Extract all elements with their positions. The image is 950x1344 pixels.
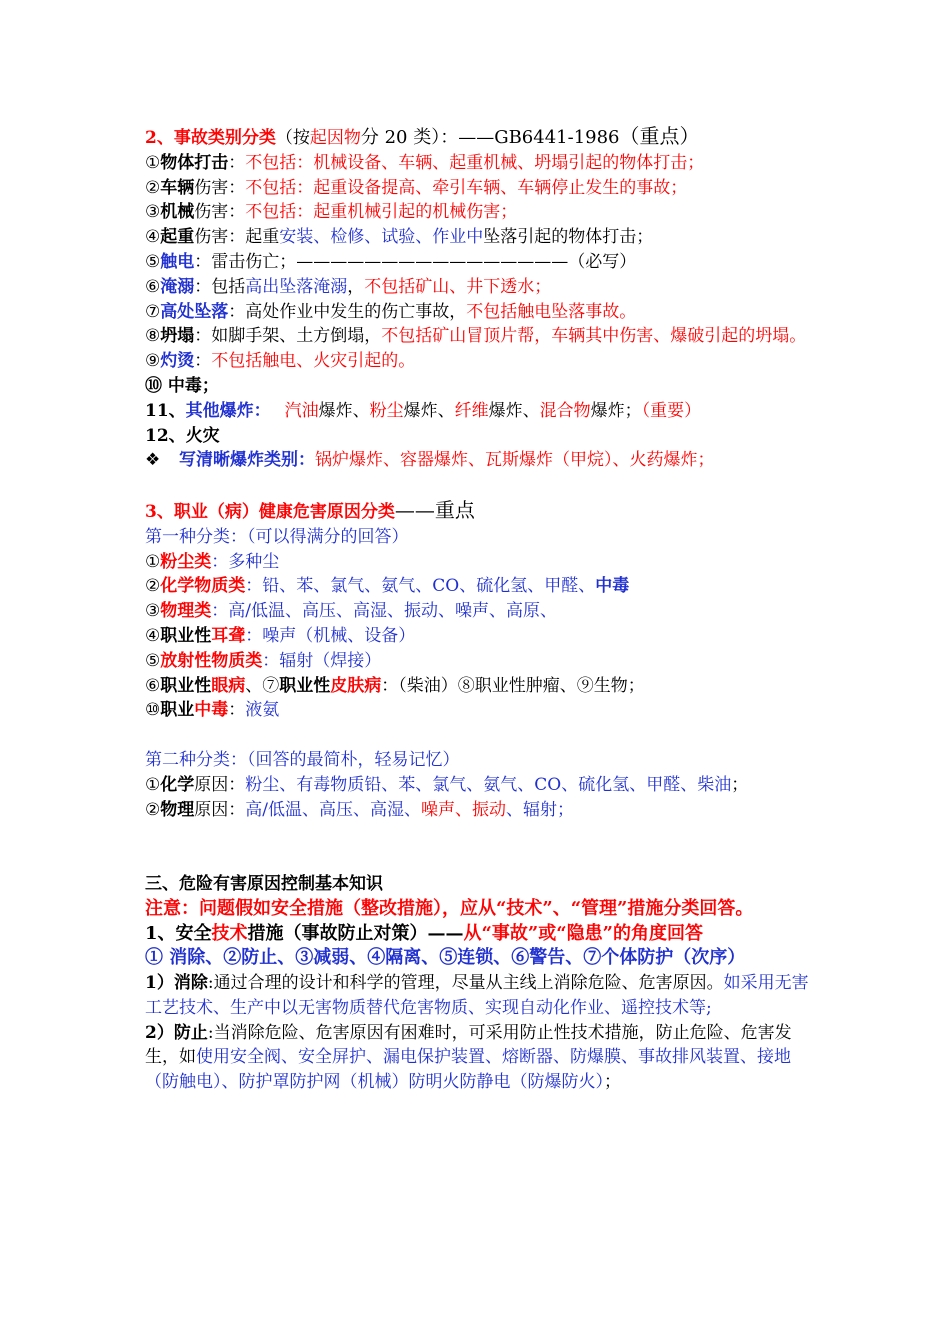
item-key: 粉尘类 bbox=[160, 551, 212, 572]
item-text: 原因： bbox=[194, 799, 246, 820]
item-number: 11、 bbox=[145, 400, 186, 421]
title-part: （按 bbox=[275, 128, 310, 148]
accident-item-1 bbox=[145, 151, 817, 176]
item-highlight-red: 噪声、振动 bbox=[420, 799, 506, 820]
item-key: 放射性物质类 bbox=[160, 650, 263, 671]
item-key: 职业性 bbox=[279, 675, 331, 696]
item-key: 化学物质类 bbox=[160, 576, 246, 597]
item-exclusion: 不包括触电、火灾引起的。 bbox=[211, 351, 416, 372]
accident-item-12: 12、火灾 bbox=[145, 425, 220, 446]
accident-item-5 bbox=[145, 250, 817, 275]
item-sep: 伤害： bbox=[194, 202, 246, 223]
item-number: ⑦ bbox=[145, 301, 161, 322]
item-text: 液氨 bbox=[245, 700, 280, 721]
notice-text: 注意：问题假如安全措施（整改措施），应从“技术”、“管理”措施分类回答。 bbox=[145, 897, 754, 919]
item-highlight: 高/低温、高压、高湿、 bbox=[245, 799, 421, 820]
tech-measures-title bbox=[145, 922, 817, 947]
note-key: 写清晰爆炸类别 bbox=[179, 450, 298, 471]
item-key: 机械 bbox=[160, 202, 195, 223]
item-key: 职业性 bbox=[160, 675, 212, 696]
item-highlight: 高出坠落淹溺 bbox=[245, 276, 348, 297]
health-item-1 bbox=[145, 550, 817, 575]
health-item-10 bbox=[145, 698, 817, 723]
item-number: 2） bbox=[145, 1022, 174, 1043]
item-key: 职业 bbox=[160, 700, 195, 721]
item-text: 爆炸、 bbox=[488, 400, 540, 421]
title-emphasis: 从“事故”或“隐患”的角度回答 bbox=[463, 922, 703, 944]
measure-prevent bbox=[145, 1021, 817, 1095]
explosion-type: 汽油 bbox=[284, 400, 319, 421]
item-text: ：高/低温、高压、高湿、振动、噪声、高原、 bbox=[211, 601, 557, 622]
item-key: 化学 bbox=[160, 774, 195, 795]
item-text: ：铅、苯、氯气、氨气、CO、硫化氢、甲醛、 bbox=[245, 576, 596, 597]
accident-item-3 bbox=[145, 200, 817, 225]
item-key: 灼烫 bbox=[160, 351, 195, 372]
item-exclusion: 不包括矿山冒顶片帮，车辆其中伤害、爆破引起的坍塌。 bbox=[381, 326, 807, 347]
title-part: 1、安全 bbox=[145, 922, 212, 944]
item-text: 伤害：起重 bbox=[194, 227, 280, 248]
item-exclusion: 不包括：起重设备提高、牵引车辆、车辆停止发生的事故； bbox=[245, 177, 688, 198]
item-sep: 伤害： bbox=[194, 177, 246, 198]
item-key-red: 中毒 bbox=[194, 700, 229, 721]
title-part: 措施（事故防止对策）—— bbox=[247, 922, 464, 944]
item-highlight: 中毒 bbox=[595, 576, 630, 597]
note-text: 锅炉爆炸、容器爆炸、瓦斯爆炸（甲烷）、火药爆炸； bbox=[315, 450, 715, 471]
accident-item-6 bbox=[145, 275, 817, 300]
item-number: ② bbox=[145, 576, 161, 597]
explosion-type: 粉尘 bbox=[369, 400, 404, 421]
item-key: 消除 bbox=[173, 973, 208, 994]
item-highlight: 、辐射； bbox=[505, 799, 574, 820]
explosion-note bbox=[145, 448, 817, 473]
item-text: ：如脚手架、土方倒塌， bbox=[194, 326, 382, 347]
section-number: 2、 bbox=[145, 128, 174, 148]
title-emphasis: 技术 bbox=[211, 922, 248, 944]
spacer bbox=[145, 473, 817, 498]
item-key: 其他爆炸 bbox=[185, 400, 254, 421]
item-key: 职业性 bbox=[160, 625, 212, 646]
item-text: 原因： bbox=[194, 774, 246, 795]
accident-item-7 bbox=[145, 300, 817, 325]
item-number: ④ bbox=[145, 227, 161, 248]
classification-first: 第一种分类：（可以得满分的回答） bbox=[145, 526, 409, 547]
accident-item-11 bbox=[145, 399, 817, 424]
title-emphasis: （重点） bbox=[619, 124, 700, 148]
item-text: ：雷击伤亡；————————————————（必写） bbox=[194, 251, 637, 272]
health-cause-2 bbox=[145, 798, 817, 823]
item-text: ：包括 bbox=[194, 276, 246, 297]
item-number: ④ bbox=[145, 625, 161, 646]
item-text: 、⑦ bbox=[245, 675, 280, 696]
item-text: :当消除危险、危害原因有困难时，可采用防止性技术措施，防止危险、危害发生，如 bbox=[145, 1022, 792, 1068]
accident-item-10: ⑩ 中毒； bbox=[145, 375, 219, 396]
section-number: 3、 bbox=[145, 501, 174, 522]
section-2-title bbox=[145, 124, 817, 151]
item-number: ① bbox=[145, 774, 161, 795]
section-control-heading: 三、危险有害原因控制基本知识 bbox=[145, 873, 383, 894]
item-number: ⑧ bbox=[145, 326, 161, 347]
item-key: 防止 bbox=[173, 1022, 208, 1043]
item-number: ⑤ bbox=[145, 650, 161, 671]
health-cause-1 bbox=[145, 773, 817, 798]
item-highlight: 粉尘、有毒物质铅、苯、氯气、氨气、CO、硫化氢、甲醛、柴油 bbox=[245, 774, 732, 795]
accident-item-4 bbox=[145, 225, 817, 250]
item-number: ③ bbox=[145, 601, 161, 622]
item-sep: ： bbox=[228, 152, 246, 173]
section-3-title bbox=[145, 498, 817, 525]
accident-item-2 bbox=[145, 176, 817, 201]
item-number: ⑥ bbox=[145, 675, 161, 696]
document-page bbox=[145, 124, 817, 1095]
item-text: ， bbox=[347, 276, 365, 297]
item-number: ⑩ bbox=[145, 700, 161, 721]
item-key: 淹溺 bbox=[160, 276, 195, 297]
item-key-red: 皮肤病 bbox=[330, 675, 382, 696]
item-example: 使用安全阀、安全屏护、漏电保护装置、熔断器、防爆膜、事故排风装置、接地（防触电）、防护罩防护网（机械）防明火防静电（防爆防火） bbox=[145, 1047, 791, 1093]
item-exclusion: 不包括触电坠落事故。 bbox=[466, 301, 637, 322]
item-text: ： bbox=[194, 351, 212, 372]
health-item-3 bbox=[145, 599, 817, 624]
item-sep: ： bbox=[253, 400, 271, 421]
item-key: 物理类 bbox=[160, 601, 212, 622]
measure-eliminate bbox=[145, 971, 817, 1021]
item-key: 高处坠落 bbox=[160, 301, 229, 322]
item-number: ② bbox=[145, 177, 161, 198]
item-key-red: 耳聋 bbox=[211, 625, 246, 646]
item-highlight: 安装、检修、试验、作业中 bbox=[279, 227, 484, 248]
item-key: 起重 bbox=[160, 227, 195, 248]
item-text: 坠落引起的物体打击； bbox=[483, 227, 654, 248]
title-part: 起因物 bbox=[309, 128, 361, 148]
item-key: 物体打击 bbox=[160, 152, 229, 173]
section-title-text: 事故类别分类 bbox=[173, 128, 276, 148]
item-number: ① bbox=[145, 152, 161, 173]
item-exclusion: 不包括矿山、井下透水； bbox=[364, 276, 552, 297]
health-item-6 bbox=[145, 674, 817, 699]
item-example: 如采用无害工艺技术、生产中以无害物质替代危害物质、实现自动化作业、遥控技术等; bbox=[145, 973, 809, 1018]
item-sep: ： bbox=[228, 700, 246, 721]
item-text: :通过合理的设计和科学的管理，尽量从主线上消除危险、危害原因。 bbox=[207, 973, 724, 994]
item-text: ：多种尘 bbox=[211, 551, 280, 572]
item-text: ； bbox=[731, 774, 749, 795]
item-exclusion: 不包括：起重机械引起的机械伤害； bbox=[245, 202, 518, 223]
item-key: 触电 bbox=[160, 251, 195, 272]
item-number: ③ bbox=[145, 202, 161, 223]
item-number: ⑤ bbox=[145, 251, 161, 272]
item-number: ⑨ bbox=[145, 351, 161, 372]
diamond-bullet-icon: ❖ bbox=[145, 450, 161, 471]
section-title-text: 职业（病）健康危害原因分类 bbox=[173, 501, 395, 522]
item-exclusion: 不包括：机械设备、车辆、起重机械、坍塌引起的物体打击； bbox=[245, 152, 705, 173]
explosion-type: 纤维 bbox=[454, 400, 489, 421]
item-key: 坍塌 bbox=[160, 326, 195, 347]
classification-second: 第二种分类：（回答的最简朴，轻易记忆） bbox=[145, 749, 460, 770]
item-text: ：辐射（焊接） bbox=[262, 650, 382, 671]
health-item-5 bbox=[145, 649, 817, 674]
item-number: ② bbox=[145, 799, 161, 820]
item-text: 爆炸、 bbox=[318, 400, 370, 421]
item-number: 1） bbox=[145, 973, 174, 994]
item-text: ； bbox=[604, 1072, 621, 1093]
note-sep: ： bbox=[298, 450, 315, 471]
title-part: 分 20 类）：——GB6441-1986 bbox=[360, 127, 620, 148]
spacer bbox=[145, 723, 817, 748]
item-text: ：噪声（机械、设备） bbox=[245, 625, 416, 646]
item-key-red: 眼病 bbox=[211, 675, 246, 696]
health-item-2 bbox=[145, 574, 817, 599]
title-emphasis: ——重点 bbox=[394, 497, 475, 522]
accident-item-9 bbox=[145, 349, 817, 374]
item-number: ⑥ bbox=[145, 276, 161, 297]
item-text: 爆炸； bbox=[590, 400, 642, 421]
importance-note: （重要） bbox=[641, 400, 702, 421]
item-text: ：高处作业中发生的伤亡事故， bbox=[228, 301, 467, 322]
spacer bbox=[145, 822, 817, 872]
item-text: 爆炸、 bbox=[403, 400, 455, 421]
item-number: ① bbox=[145, 551, 161, 572]
health-item-4 bbox=[145, 624, 817, 649]
item-text: ：（柴油）⑧职业性肿瘤、⑨生物； bbox=[381, 675, 645, 696]
item-key: 物理 bbox=[160, 799, 195, 820]
item-key: 车辆 bbox=[160, 177, 195, 198]
measures-order: ① 消除、②防止、③减弱、④隔离、⑤连锁、⑥警告、⑦个体防护（次序） bbox=[145, 947, 746, 969]
accident-item-8 bbox=[145, 324, 817, 349]
explosion-type: 混合物 bbox=[539, 400, 591, 421]
